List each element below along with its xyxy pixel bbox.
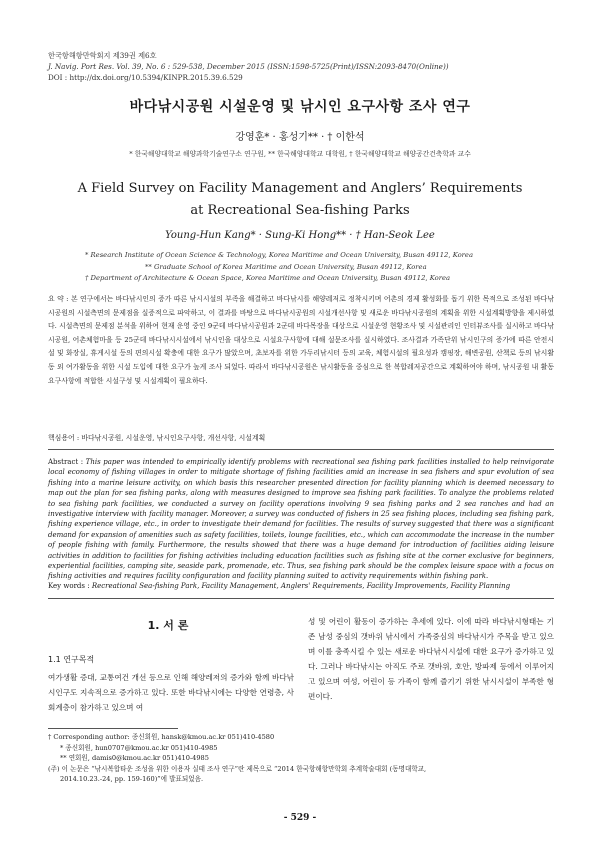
affiliation-ko: * 한국해양대학교 해양과학기술연구소 연구원, ** 한국해양대학교 대학원, † 한국해양대학교 해양공간건축학과 교수 [129, 150, 471, 158]
journal-name-ko: 한국항해항만학회지 제39권 제6호 [48, 51, 157, 60]
keywords-en-label: Key words : [48, 582, 90, 590]
keywords-ko-text: 바다낚시공원, 시설운영, 낚시인요구사항, 개선사항, 시설계획 [81, 434, 266, 442]
affiliation-en-3: † Department of Architecture & Ocean Space, Korea Maritime and Ocean University, Busan 49112, Korea [85, 274, 451, 282]
body-left-column: 여가생활 증대, 교통여건 개선 등으로 인해 해양레저의 증가와 함께 바다낚시인구도 지속적으로 증가하고 있다. 또한 바다낚시에는 다양한 연령층, 사회계층이 참가하고 있으며 여 [48, 673, 294, 712]
authors-en: Young-Hun Kang* · Sung-Ki Hong** · † Han-Seok Lee [165, 230, 435, 241]
abstract-en-text: This paper was intended to empirically identify problems with recreational sea fishing park facilities installed to help reinvigorate local economy of fishing villages in order to mitigate shortage of fishing facilities amid an increase in sea fishers and spur evolution of sea fishing into a marine leisure activity, on which basis this researcher presented direction for facility planning which is deemed necessary to map out the plan for sea fishing parks, along with measures designed to improve sea fishing park facilities. To analyze the problems related to sea fishing park facilities, we conducted a survey on facility operations involving 9 sea fishing parks and 2 sea ranches and had an investigative interview with facility manager. Moreover, a survey was conducted of fishers in 25 sea fishing places, including sea fishing park, fishing experience village, etc., in order to investigate their demand for facilities. The results of survey suggested that there was a significant demand for expansion of amenities such as safety facilities, toilets, lounge facilities, etc., which can accommodate the increase in the number of people fishing with family. Furthermore, the results showed that there was a huge demand for introduction of facilities aiding leisure activities in addition to facilities for fishing activities including education facilities such as fishing site at the corner exclusive for beginners, experiential facilities, camping site, seaside park, promenade, etc. Thus, sea fishing park should be the complex leisure space with a focus on fishing activities and requires facility configuration and facility planning suited to activity requirements within fishing park. [48, 458, 555, 581]
doi-line: DOI : http://dx.doi.org/10.5394/KINPR.2015.39.6.529 [48, 73, 243, 82]
body-right-column: 성 및 어린이 활동이 증가하는 추세에 있다. 이에 따라 바다낚시형태는 기존 남성 중심의 갯바위 낚시에서 가족중심의 바다낚시가 주목을 받고 있으며 이를 충족시킬 수 있는 새로운 바다낚시시설에 대한 요구가 증가하고 있다. 그러나 바다낚시는 아직도 주로 갯바위, 호안, 방파제 등에서 이루어지고 있으며 여성, 어린이 등 가족이 함께 즐기기 위한 낚시시설이 부족한 형편이다. [308, 617, 554, 701]
abstract-en-label: Abstract : [48, 458, 84, 466]
footnote-corresponding: † Corresponding author: 종신회원, hansk@kmou.ac.kr 051)410-4580 [48, 733, 275, 741]
affiliations-en [85, 250, 565, 285]
keywords-ko-label: 핵심용어 : [48, 434, 80, 442]
abstract-ko-text: 본 연구에서는 바다낚시인의 증가 따른 낚시시설의 부족을 해결하고 바다낚시를 해양레저로 정착시키며 어촌의 경제 활성화를 돕기 위한 목적으로 조성된 바다낚시공원의 시설측면의 문제점을 실증적으로 파악하고, 이 결과를 바탕으로 바다낚시공원의 시설개선사항 및 새로운 바다낚시공원의 계획을 위한 시설계획방향을 제시하였다. 시설측면의 문제점 분석을 위하여 현재 운영 중인 9군데 바다낚시공원과 2군데 바다목장을 대상으로 시설운영 현황조사 및 시설관리인 인터뷰조사를 실시하고 바다낚시공원, 어촌체험마을 등 25군데 바다낚시시설에서 낚시인을 대상으로 시설요구사항에 대해 설문조사를 실시하였다. 조사결과 가족단위 낚시인구의 증가에 따른 안전시설 및 화장실, 휴게시설 등의 편의시설 확충에 대한 요구가 많았으며, 초보자를 위한 가두리낚시터 등의 교육, 체험시설의 필요성과 캠핑장, 해변공원, 산책로 등의 낚시활동 외 여가활동을 위한 시설 도입에 대한 요구가 높게 조사 되었다. 따라서 바다낚시공원은 낚시활동을 중심으로 한 복합레저공간으로 계획하여야 하며, 낚시공원 내 활동요구사항에 적합한 시설구성 및 시설계획이 필요하다. [48, 295, 554, 385]
title-en-line1: A Field Survey on Facility Management and Anglers’ Requirements [77, 181, 523, 196]
footnote-note: (주) 이 논문은 “낚시복합타운 조성을 위한 이용자 실태 조사 연구”란 제목으로 “2014 한국항해항만학회 추계학술대회 (동명대학교, [48, 764, 427, 773]
title-en-line2: at Recreational Sea-fishing Parks [190, 203, 410, 218]
keywords-en [48, 582, 568, 590]
authors-ko: 강영훈* · 홍성기** · † 이한석 [235, 132, 365, 143]
abstract-ko-label: 요 약 : [48, 295, 69, 303]
abstract-ko [48, 293, 554, 388]
keywords-ko [48, 432, 265, 442]
divider-bottom [48, 598, 554, 599]
abstract-en [48, 457, 554, 582]
section-heading: 1. 서 론 [147, 619, 189, 632]
divider-top [48, 449, 554, 450]
keywords-en-text: Recreational Sea-fishing Park, Facility Management, Anglers' Requirements, Facility Improvements, Facility Planning [91, 582, 511, 590]
affiliation-en-1: * Research Institute of Ocean Science & Technology, Korea Maritime and Ocean University, Busan 49112, Korea [85, 251, 474, 259]
journal-header [48, 50, 449, 83]
page-number: - 529 - [283, 813, 317, 823]
affiliation-en-2: ** Graduate School of Korea Maritime and Ocean University, Busan 49112, Korea [145, 262, 427, 271]
footnote-author2: ** 연회원, damis0@kmou.ac.kr 051)410-4985 [60, 754, 209, 762]
subsection-heading: 1.1 연구목적 [48, 655, 95, 664]
footnotes [48, 732, 554, 785]
paper-title-ko: 바다낚시공원 시설운영 및 낚시인 요구사항 조사 연구 [129, 99, 471, 115]
footnote-divider [48, 728, 178, 729]
footnote-author1: * 종신회원, hun0707@kmou.ac.kr 051)410-4985 [60, 743, 218, 752]
paper-title-en [60, 178, 540, 222]
footnote-note-cont: 2014.10.23.-24, pp. 159-160)”에 발표되었음. [60, 775, 204, 783]
journal-citation: J. Navig. Port Res. Vol. 39, No. 6 : 529-538, December 2015 (ISSN:1598-5725(Print)/ISSN:2093-8470(Online)) [48, 62, 449, 71]
